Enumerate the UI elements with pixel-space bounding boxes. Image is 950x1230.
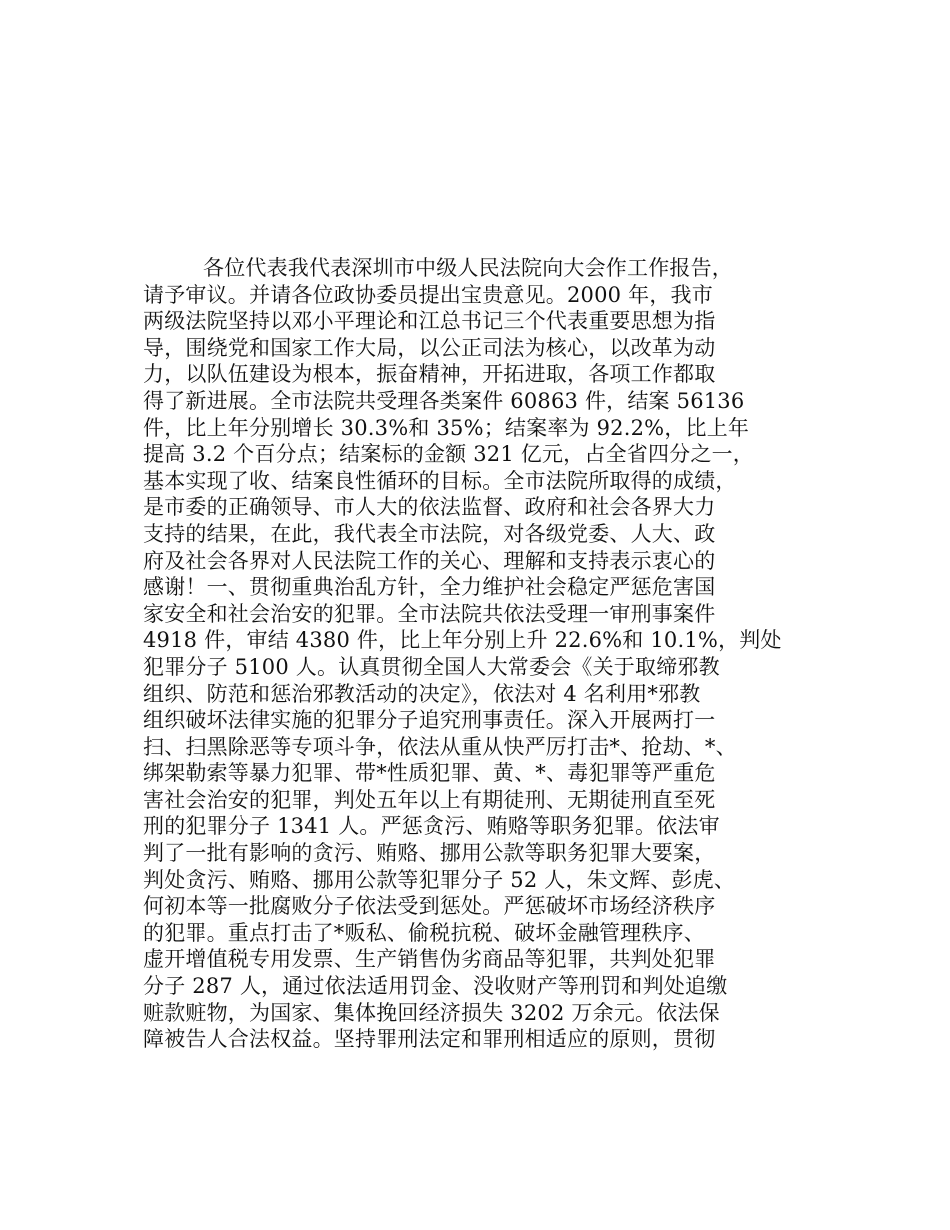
text-line: 家安全和社会治安的犯罪。全市法院共依法受理一审刑事案件 — [143, 601, 716, 626]
text-line: 提高 3.2 个百分点；结案标的金额 321 亿元，占全省四分之一， — [143, 442, 754, 467]
text-line: 障被告人合法权益。坚持罪刑法定和罪刑相适应的原则，贯彻 — [143, 1027, 716, 1052]
body-paragraph — [143, 255, 843, 1053]
text-line: 绑架勒索等暴力犯罪、带*性质犯罪、黄、*、毒犯罪等严重危 — [143, 761, 716, 786]
text-line: 扫、扫黑除恶等专项斗争，依法从重从快严厉打击*、抢劫、*、 — [143, 734, 737, 759]
text-line: 得了新进展。全市法院共受理各类案件 60863 件，结案 56136 — [143, 388, 745, 413]
text-line: 4918 件，审结 4380 件，比上年分别上升 22.6%和 10.1%，判处 — [143, 628, 782, 653]
text-line: 虚开增值税专用发票、生产销售伪劣商品等犯罪，共判处犯罪 — [143, 947, 716, 972]
text-line: 何初本等一批腐败分子依法受到惩处。严惩破坏市场经济秩序 — [143, 894, 716, 919]
text-line: 害社会治安的犯罪，判处五年以上有期徒刑、无期徒刑直至死 — [143, 787, 716, 812]
text-line: 判了一批有影响的贪污、贿赂、挪用公款等职务犯罪大要案， — [143, 841, 716, 866]
text-line: 基本实现了收、结案良性循环的目标。全市法院所取得的成绩， — [143, 468, 737, 493]
text-line: 府及社会各界对人民法院工作的关心、理解和支持表示衷心的 — [143, 548, 716, 573]
text-line: 支持的结果，在此，我代表全市法院，对各级党委、人大、政 — [143, 521, 716, 546]
text-line: 请予审议。并请各位政协委员提出宝贵意见。2000 年，我市 — [143, 282, 713, 307]
text-line: 分子 287 人，通过依法适用罚金、没收财产等刑罚和判处追缴 — [143, 974, 728, 999]
text-line: 导，围绕党和国家工作大局，以公正司法为核心，以改革为动 — [143, 335, 716, 360]
text-line: 力，以队伍建设为根本，振奋精神，开拓进取，各项工作都取 — [143, 362, 716, 387]
text-line: 各位代表我代表深圳市中级人民法院向大会作工作报告， — [203, 256, 733, 280]
text-line: 两级法院坚持以邓小平理论和江总书记三个代表重要思想为指 — [143, 309, 716, 334]
text-line: 犯罪分子 5100 人。认真贯彻全国人大常委会《关于取缔邪教 — [143, 654, 720, 679]
text-line: 感谢！一、贯彻重典治乱方针，全力维护社会稳定严惩危害国 — [143, 575, 716, 600]
text-line: 的犯罪。重点打击了*贩私、偷税抗税、破坏金融管理秩序、 — [143, 920, 705, 945]
text-line: 判处贪污、贿赂、挪用公款等犯罪分子 52 人，朱文辉、彭虎、 — [143, 867, 736, 892]
text-line: 赃款赃物，为国家、集体挽回经济损失 3202 万余元。依法保 — [143, 1000, 720, 1025]
text-line: 组织、防范和惩治邪教活动的决定》，依法对 4 名利用*邪教 — [143, 681, 701, 706]
text-line: 刑的犯罪分子 1341 人。严惩贪污、贿赂等职务犯罪。依法审 — [143, 814, 720, 839]
text-line: 是市委的正确领导、市人大的依法监督、政府和社会各界大力 — [143, 495, 716, 520]
text-line: 件，比上年分别增长 30.3%和 35%；结案率为 92.2%，比上年 — [143, 415, 750, 440]
text-line: 组织破坏法律实施的犯罪分子追究刑事责任。深入开展两打一 — [143, 708, 716, 733]
